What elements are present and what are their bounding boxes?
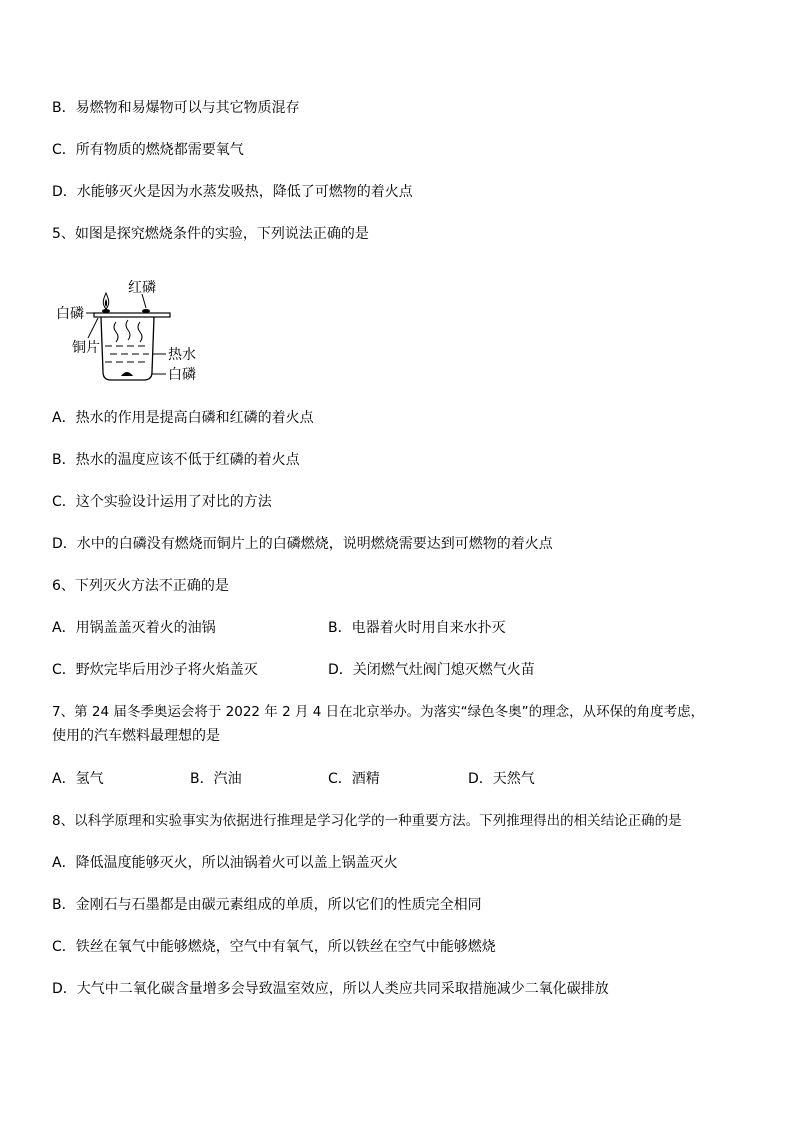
q5-option-a: A．热水的作用是提高白磷和红磷的着火点 (52, 410, 314, 426)
q7-stem-line-1: 7、第 24 届冬季奥运会将于 2022 年 2 月 4 日在北京举办。为落实“绿色冬奥”的理念，从环保的角度考虑， (52, 704, 705, 720)
q7-option-d: D．天然气 (468, 771, 535, 787)
q6-option-c: C．野炊完毕后用沙子将火焰盖灭 (52, 662, 258, 678)
white-phosphorus-in-water (121, 372, 133, 376)
figure-label-white-phosphorus-bottom: 白磷 (168, 367, 196, 383)
q6-option-a: A．用锅盖盖灭着火的油锅 (52, 620, 216, 636)
red-phosphorus-on-sheet (142, 309, 150, 313)
q6-option-b: B．电器着火时用自来水扑灭 (328, 620, 506, 636)
q5-option-d: D．水中的白磷没有燃烧而铜片上的白磷燃烧，说明燃烧需要达到可燃物的着火点 (52, 536, 553, 552)
q8-option-b: B．金刚石与石墨都是由碳元素组成的单质，所以它们的性质完全相同 (52, 897, 482, 913)
q7-stem-line-2: 使用的汽车燃料最理想的是 (52, 728, 220, 744)
combustion-experiment-figure (54, 276, 214, 386)
beaker (101, 317, 154, 380)
q6-stem: 6、下列灭火方法不正确的是 (52, 578, 229, 594)
q5-stem: 5、如图是探究燃烧条件的实验，下列说法正确的是 (52, 226, 369, 242)
q8-option-c: C．铁丝在氧气中能够燃烧，空气中有氧气，所以铁丝在空气中能够燃烧 (52, 939, 496, 955)
q5-option-b: B．热水的温度应该不低于红磷的着火点 (52, 452, 300, 468)
q4-option-b: B．易燃物和易爆物可以与其它物质混存 (52, 100, 300, 116)
figure-label-red-phosphorus: 红磷 (128, 280, 156, 296)
q8-stem: 8、以科学原理和实验事实为依据进行推理是学习化学的一种重要方法。下列推理得出的相关结论正确的是 (52, 813, 682, 829)
figure-label-copper-sheet: 铜片 (72, 340, 100, 356)
q7-option-b: B．汽油 (190, 771, 242, 787)
copper-sheet (94, 313, 170, 317)
figure-label-white-phosphorus-top: 白磷 (56, 306, 84, 322)
q6-option-d: D．关闭燃气灶阀门熄灭燃气火苗 (328, 662, 535, 678)
q8-option-d: D．大气中二氧化碳含量增多会导致温室效应，所以人类应共同采取措施减少二氧化碳排放 (52, 981, 609, 997)
q7-option-a: A．氢气 (52, 771, 104, 787)
q4-option-c: C．所有物质的燃烧都需要氧气 (52, 142, 244, 158)
hot-water (105, 346, 149, 362)
q5-option-c: C．这个实验设计运用了对比的方法 (52, 494, 272, 510)
q4-option-d: D．水能够灭火是因为水蒸发吸热，降低了可燃物的着火点 (52, 184, 413, 200)
q7-option-c: C．酒精 (328, 771, 380, 787)
figure-label-hot-water: 热水 (168, 347, 196, 363)
q8-option-a: A．降低温度能够灭火，所以油锅着火可以盖上锅盖灭火 (52, 855, 398, 871)
